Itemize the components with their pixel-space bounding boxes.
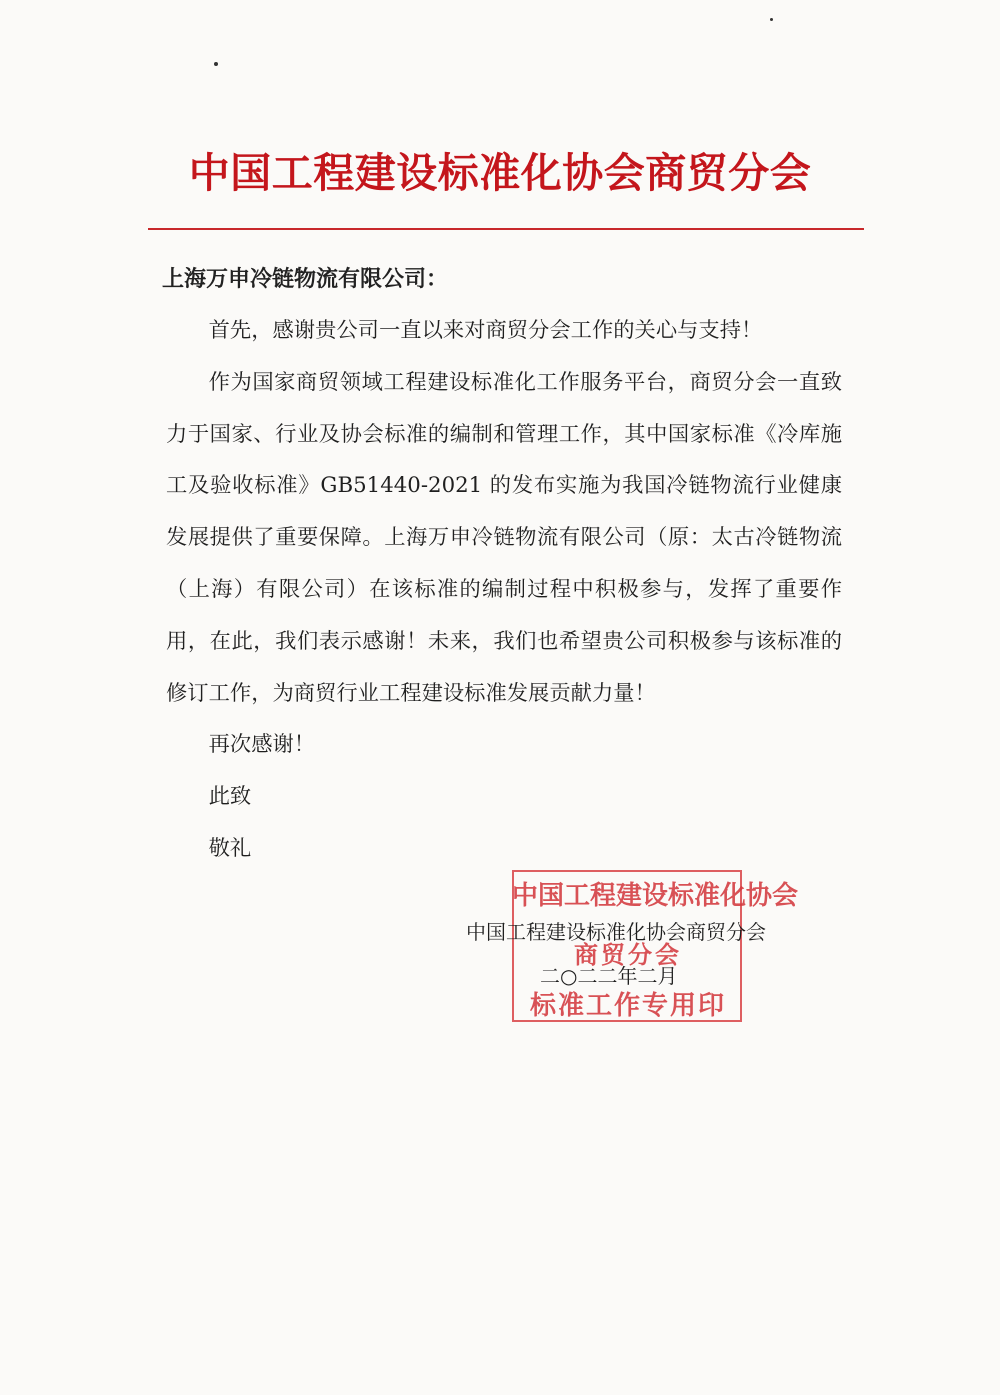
- official-seal-top-text: 中国工程建设标准化协会: [512, 881, 799, 911]
- letterhead-title: 中国工程建设标准化协会商贸分会: [188, 149, 812, 197]
- scan-speck: [770, 18, 773, 21]
- letter-paragraph: 作为国家商贸领域工程建设标准化工作服务平台，商贸分会一直致力于国家、行业及协会标准的编制和管理工作，其中国家标准《冷库施工及验收标准》GB51440-2021 的发布实施为我国冷链物流行业健康发展提供了重要保障。上海万申冷链物流有限公司（原：太古冷链物流（上海）有限公司）在该标准的编制过程中积极参与，发挥了重要作用，在此，我们表示感谢！未来，我们也希望贵公司积极参与该标准的修订工作，为商贸行业工程建设标准发展贡献力量！: [166, 369, 842, 706]
- scan-speck: [214, 62, 218, 66]
- letterhead-divider: [148, 228, 864, 230]
- letter-paragraph: 敬礼: [208, 835, 252, 861]
- signature-date: 二○二二年二月: [540, 964, 678, 988]
- letter-paragraph: 此致: [208, 784, 252, 810]
- letter-body: [166, 305, 842, 875]
- official-seal-bottom-text: 标准工作专用印: [529, 991, 726, 1021]
- letter-paragraph: 再次感谢！: [208, 732, 316, 758]
- letter-recipient: 上海万申冷链物流有限公司：: [162, 267, 449, 292]
- signature-organization: 中国工程建设标准化协会商贸分会: [466, 920, 766, 944]
- official-seal-middle-text: 商贸分会: [574, 941, 682, 969]
- letter-paragraph: 首先，感谢贵公司一直以来对商贸分会工作的关心与支持！: [208, 318, 763, 343]
